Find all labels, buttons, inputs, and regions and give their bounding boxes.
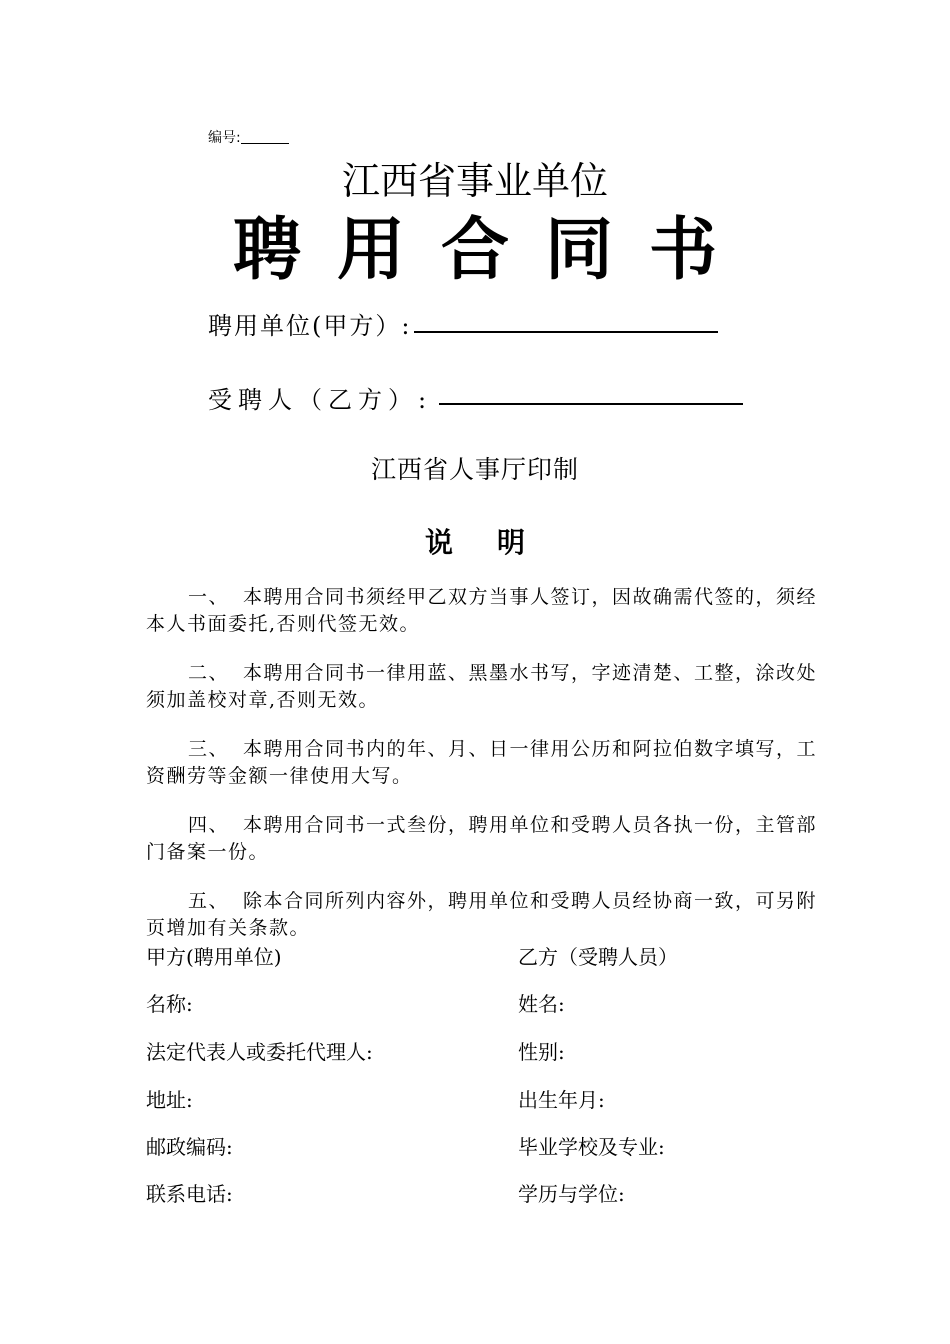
instruction-text: 本聘用合同书内的年、月、日一律用公历和阿拉伯数字填写，工资酬劳等金额一律使用大写。 xyxy=(146,738,818,787)
party-b-birth-field: 出生年月: xyxy=(518,1088,605,1112)
party-b-name-field: 姓名: xyxy=(518,992,565,1016)
party-b-info-heading: 乙方（受聘人员） xyxy=(518,945,678,969)
instruction-number: 三、 xyxy=(188,738,230,760)
instruction-text: 除本合同所列内容外，聘用单位和受聘人员经协商一致，可另附页增加有关条款。 xyxy=(146,890,818,939)
instructions-list xyxy=(146,584,836,964)
party-b-blank-line xyxy=(439,403,743,405)
party-b-label: 受聘人（乙方）: xyxy=(208,386,433,414)
instruction-text: 本聘用合同书一式叁份，聘用单位和受聘人员各执一份，主管部门备案一份。 xyxy=(146,814,818,863)
document-title-line1: 江西省事业单位 xyxy=(341,159,608,203)
instruction-item xyxy=(146,812,836,866)
party-a-phone-field: 联系电话: xyxy=(146,1182,233,1206)
party-a-blank-line xyxy=(414,331,718,333)
party-a-address-field: 地址: xyxy=(146,1088,193,1112)
instruction-number: 一、 xyxy=(188,586,230,608)
serial-number-label: 编号: xyxy=(208,130,241,146)
instruction-item xyxy=(146,736,836,790)
party-b-school-field: 毕业学校及专业: xyxy=(518,1135,665,1159)
instruction-item xyxy=(146,888,836,942)
instruction-number: 四、 xyxy=(188,814,230,836)
serial-number-blank xyxy=(241,129,289,144)
party-a-postcode-field: 邮政编码: xyxy=(146,1135,233,1159)
instruction-number: 五、 xyxy=(188,890,230,912)
printer-note: 江西省人事厅印制 xyxy=(370,455,579,484)
instructions-heading: 说明 xyxy=(424,526,569,559)
instruction-item xyxy=(146,584,836,638)
party-b-degree-field: 学历与学位: xyxy=(518,1182,625,1206)
party-b-gender-field: 性别: xyxy=(518,1040,565,1064)
serial-number-field xyxy=(208,127,289,147)
instruction-number: 二、 xyxy=(188,662,230,684)
party-a-name-field: 名称: xyxy=(146,992,193,1016)
party-a-label: 聘用单位(甲方）: xyxy=(208,312,412,340)
instruction-item xyxy=(146,660,836,714)
document-title-line2: 聘用合同书 xyxy=(232,210,753,290)
instruction-text: 本聘用合同书一律用蓝、黑墨水书写，字迹清楚、工整，涂改处须加盖校对章,否则无效。 xyxy=(146,662,818,711)
party-a-representative-field: 法定代表人或委托代理人: xyxy=(146,1040,373,1064)
instruction-text: 本聘用合同书须经甲乙双方当事人签订，因故确需代签的，须经本人书面委托,否则代签无效。 xyxy=(146,586,818,635)
party-a-info-heading: 甲方(聘用单位) xyxy=(146,945,282,969)
